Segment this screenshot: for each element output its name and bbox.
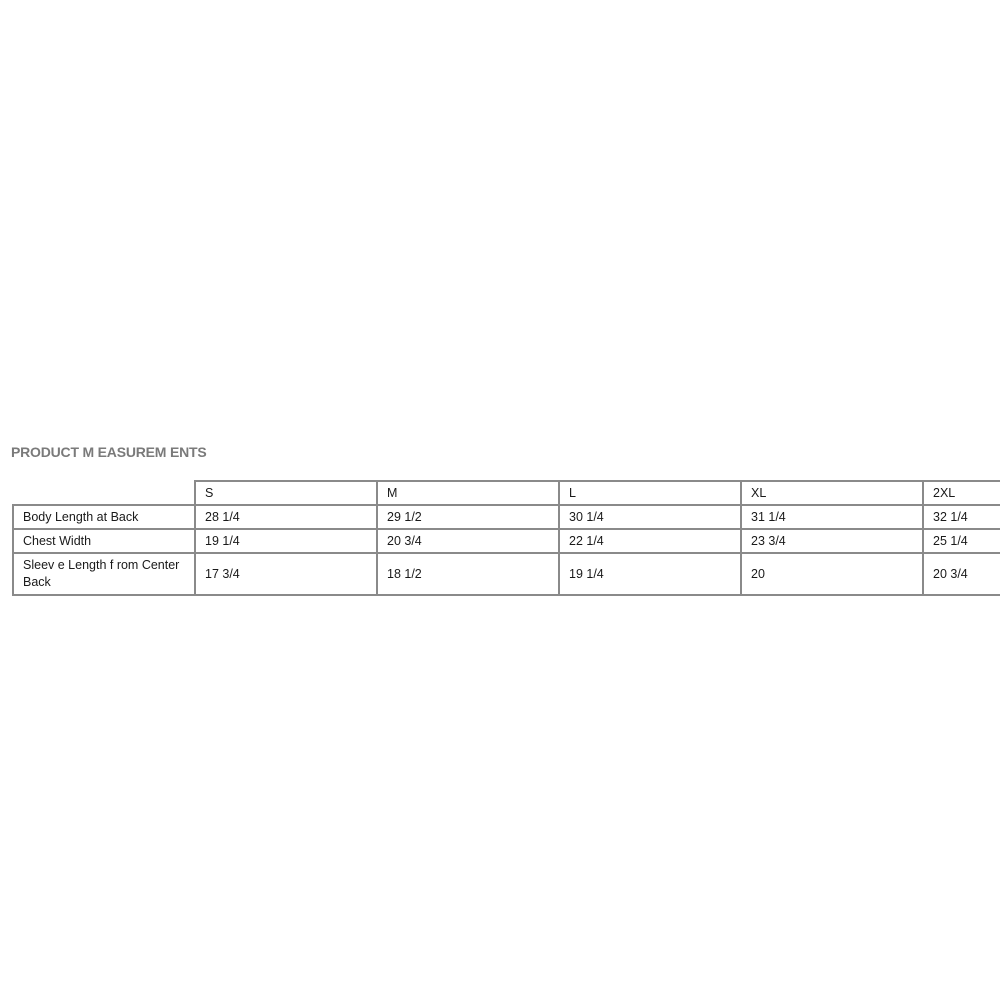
measurements-table <box>12 480 1000 596</box>
value-cell: 29 1/2 <box>377 505 559 529</box>
value-cell: 20 3/4 <box>923 553 1000 595</box>
value-cell: 19 1/4 <box>195 529 377 553</box>
value-cell: 18 1/2 <box>377 553 559 595</box>
size-header-cell: L <box>559 481 741 505</box>
size-header-cell: 2XL <box>923 481 1000 505</box>
value-cell: 17 3/4 <box>195 553 377 595</box>
value-cell: 31 1/4 <box>741 505 923 529</box>
value-cell: 28 1/4 <box>195 505 377 529</box>
value-cell: 19 1/4 <box>559 553 741 595</box>
value-cell: 22 1/4 <box>559 529 741 553</box>
table-header-row <box>13 481 1000 505</box>
page-title: PRODUCT M EASUREM ENTS <box>11 444 207 460</box>
value-cell: 23 3/4 <box>741 529 923 553</box>
value-cell: 30 1/4 <box>559 505 741 529</box>
size-header-cell: M <box>377 481 559 505</box>
value-cell: 20 3/4 <box>377 529 559 553</box>
header-corner-cell <box>13 481 195 505</box>
size-header-cell: XL <box>741 481 923 505</box>
measurements-table-wrapper <box>12 480 1000 602</box>
value-cell: 20 <box>741 553 923 595</box>
value-cell: 25 1/4 <box>923 529 1000 553</box>
table-row <box>13 505 1000 529</box>
row-label-cell: Chest Width <box>13 529 195 553</box>
row-label-cell: Sleev e Length f rom Center Back <box>13 553 195 595</box>
table-row <box>13 529 1000 553</box>
value-cell: 32 1/4 <box>923 505 1000 529</box>
table-row <box>13 553 1000 595</box>
row-label-cell: Body Length at Back <box>13 505 195 529</box>
size-header-cell: S <box>195 481 377 505</box>
